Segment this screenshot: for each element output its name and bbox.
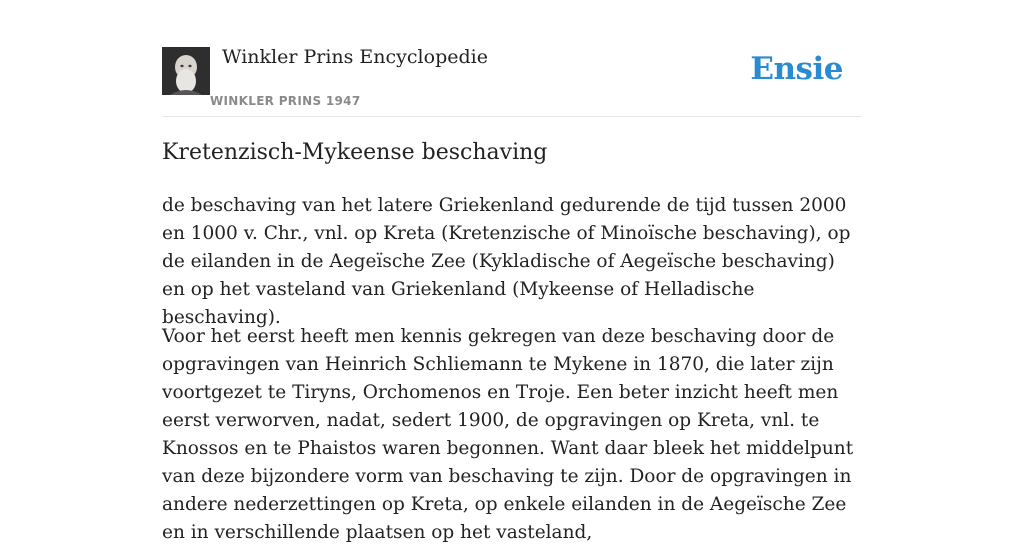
- source-subtitle[interactable]: WINKLER PRINS 1947: [210, 94, 361, 108]
- source-avatar[interactable]: [162, 47, 210, 95]
- article-title: Kretenzisch-Mykeense beschaving: [162, 140, 548, 165]
- page-container: [162, 0, 862, 543]
- source-title[interactable]: Winkler Prins Encyclopedie: [222, 46, 488, 68]
- article-paragraph-2: Voor het eerst heeft men kennis gekregen van deze beschaving door de opgravingen van Heinrich Schliemann te Mykene in 1870, die later zijn voortgezet te Tiryns, Orchomenos en Troje. Een beter inzicht heeft men eerst verworven, nadat, sedert 1900, de opgravingen op Kreta, vnl. te Knossos en te Phaistos waren begonnen. Want daar bleek het middelpunt van deze bijzondere vorm van beschaving te zijn. Door de opgravingen in andere nederzettingen op Kreta, op enkele eilanden in de Aegeïsche Zee en in verschillende plaatsen op het vasteland,: [162, 326, 854, 543]
- header: [162, 0, 862, 117]
- ensie-logo[interactable]: Ensie: [750, 51, 843, 87]
- article-paragraph-1: de beschaving van het latere Griekenland gedurende de tijd tussen 2000 en 1000 v. Chr., vnl. op Kreta (Kretenzische of Minoïsche beschaving), op de eilanden in de Aegeïsche Zee (Kykladische of Aegeïsche beschaving) en op het vasteland van Griekenland (Mykeense of Helladische beschaving).: [162, 195, 851, 328]
- portrait-icon: [162, 47, 210, 95]
